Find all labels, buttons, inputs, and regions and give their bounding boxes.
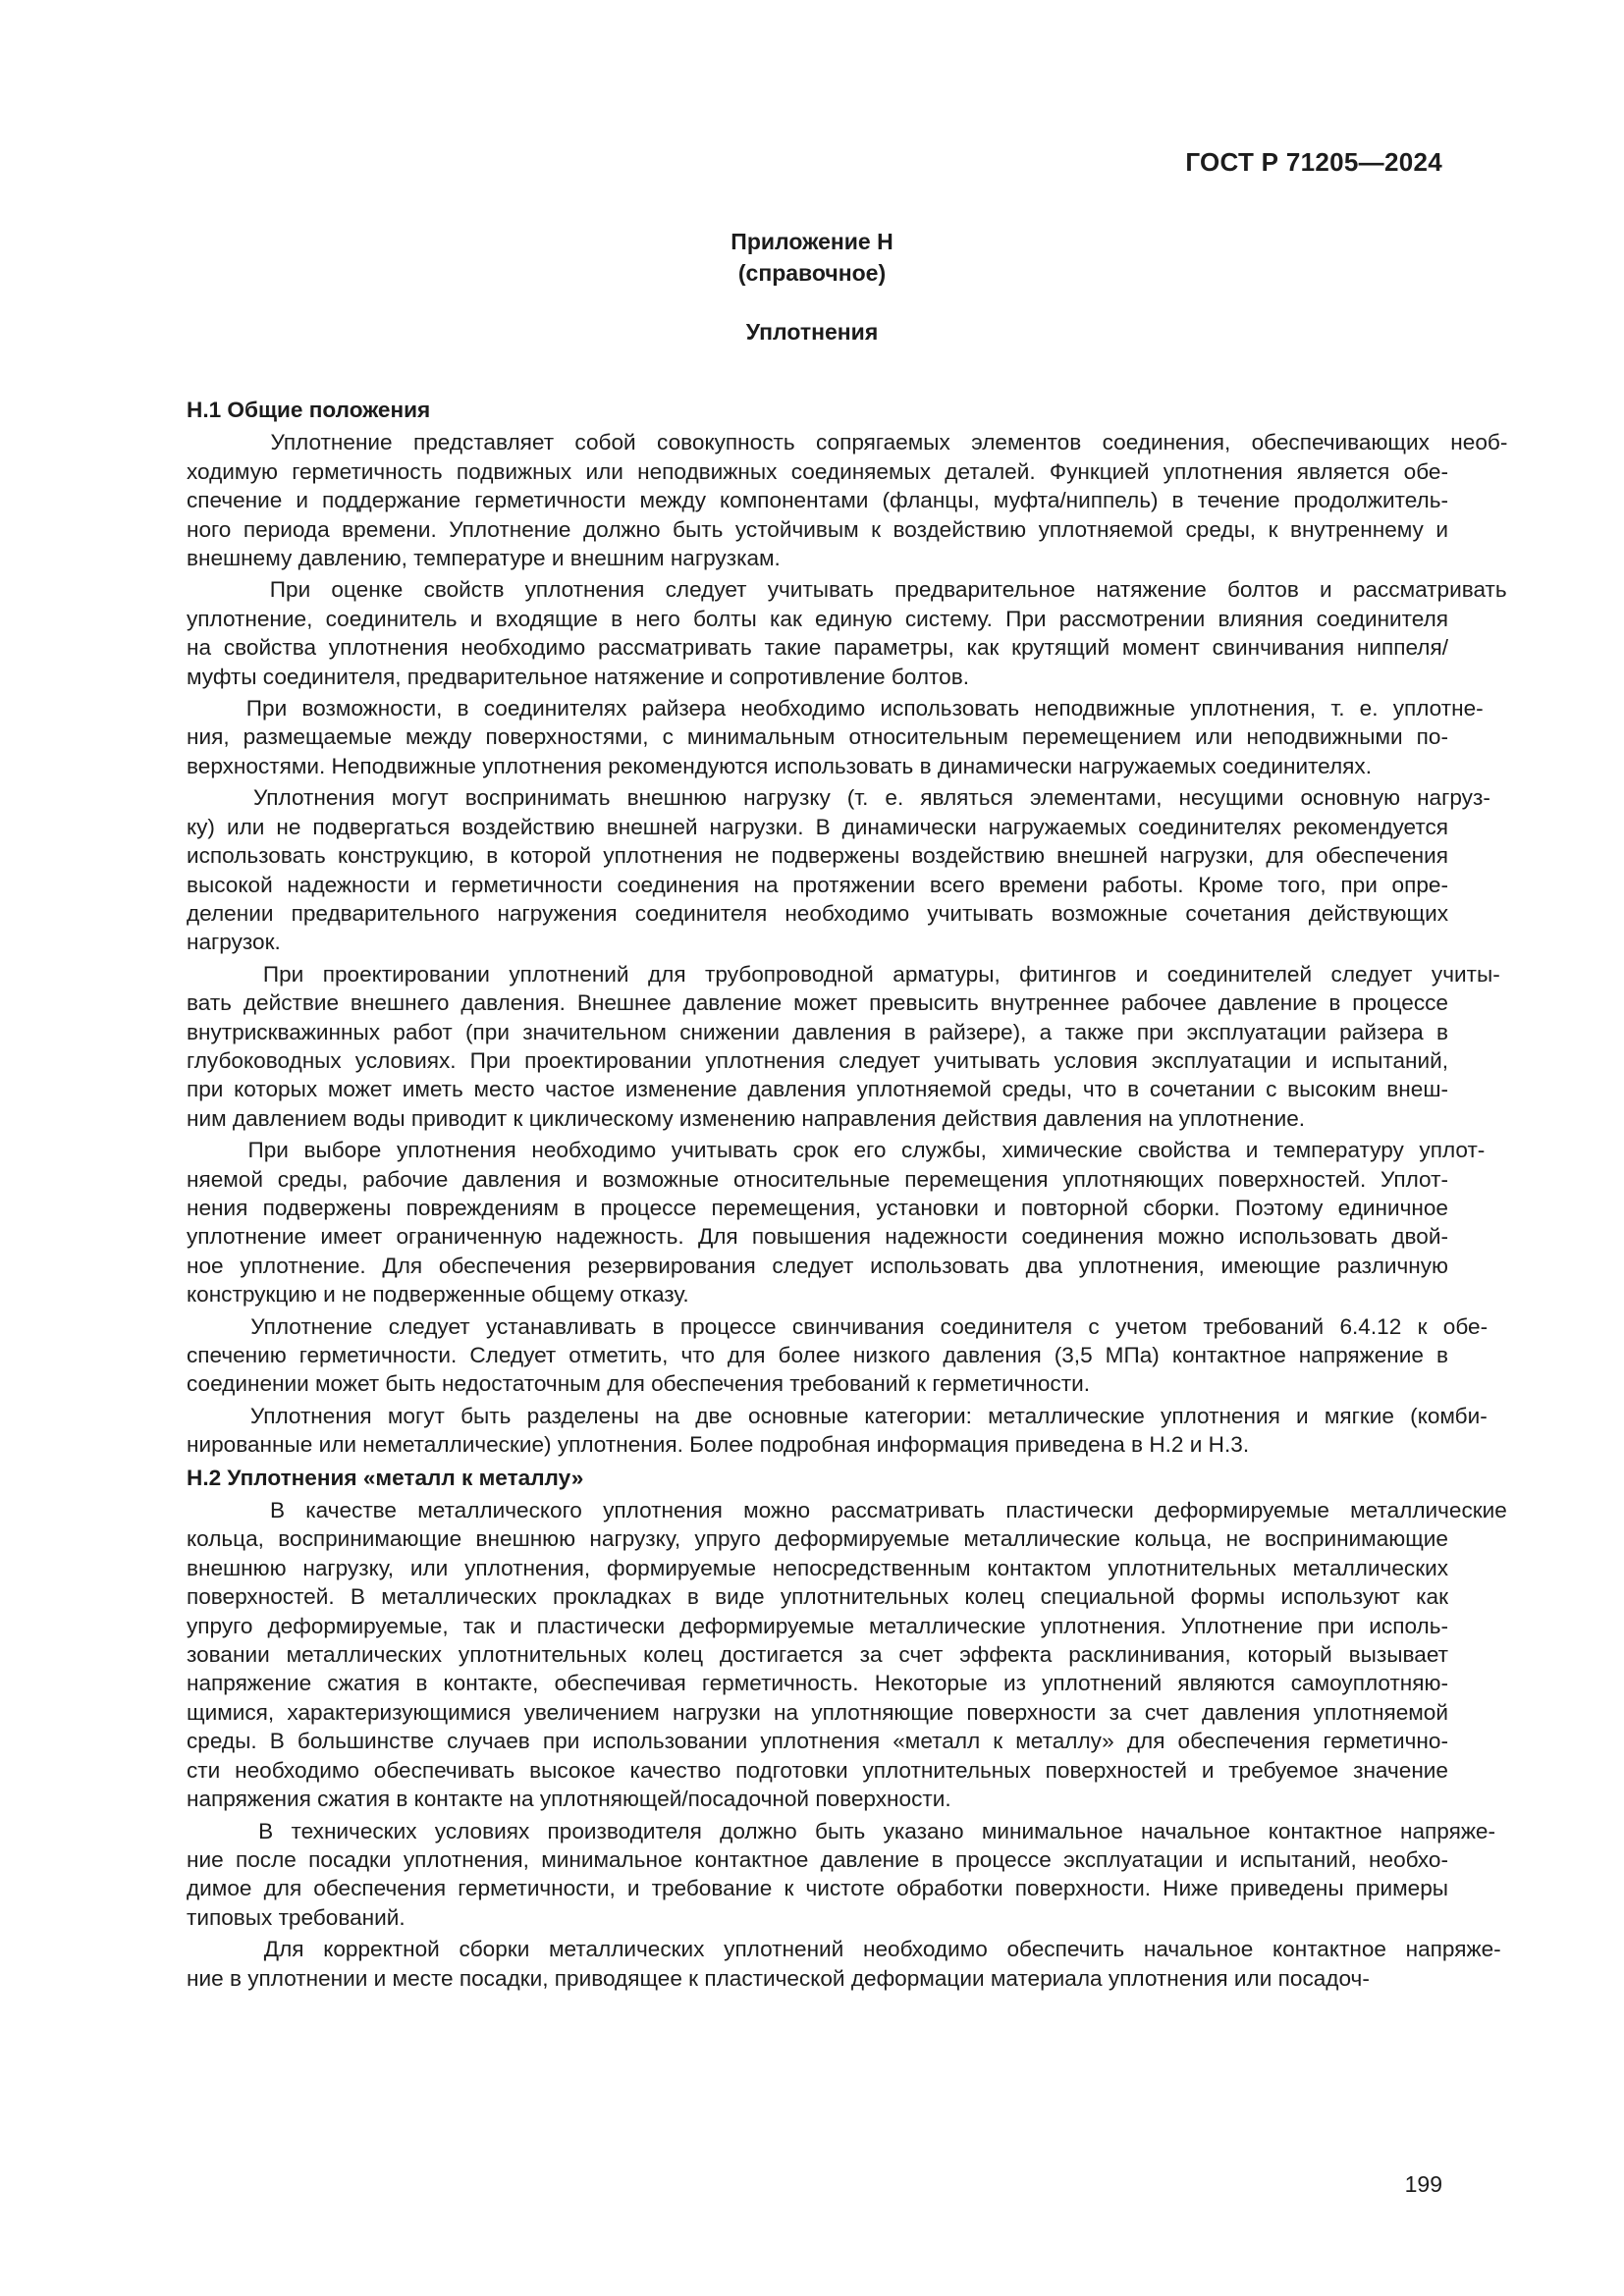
text-line: ного периода времени. Уплотнение должно быть устойчивым к воздействию уплотняемой среды, к внутреннему и — [187, 516, 1448, 542]
annex-label: Приложение Н — [731, 229, 893, 254]
text-line: Уплотнение представляет собой совокупность сопрягаемых элементов соединения, обеспечивающих необ- — [187, 430, 1508, 455]
text-line: Уплотнения могут воспринимать внешнюю нагрузку (т. е. являться элементами, несущими основную нагруз- — [187, 785, 1490, 811]
text-line: Уплотнение следует устанавливать в процессе свинчивания соединителя с учетом требований 6.4.12 к обе- — [187, 1313, 1489, 1339]
text-line: димое для обеспечения герметичности, и требование к чистоте обработки поверхности. Ниже приведены примеры — [187, 1876, 1448, 1901]
paragraph — [187, 575, 1507, 691]
text-line: внутрискважинных работ (при значительном снижении давления в райзере), а также при эксплуатации райзера в — [187, 1019, 1448, 1044]
text-line: При проектировании уплотнений для трубопроводной арматуры, фитингов и соединителей следует учиты- — [187, 961, 1500, 987]
text-line: При возможности, в соединителях райзера необходимо использовать неподвижные уплотнения, т. е. уплотне- — [187, 696, 1484, 721]
text-line: При выборе уплотнения необходимо учитывать срок его службы, химические свойства и температуру уплот- — [187, 1138, 1486, 1163]
page-number: 199 — [1404, 2171, 1442, 2197]
text-line: использовать конструкцию, в которой уплотнения не подвержены воздействию внешней нагрузки, для обеспечения — [187, 843, 1448, 869]
text-line: ходимую герметичность подвижных или неподвижных соединяемых деталей. Функцией уплотнения является обе- — [187, 458, 1448, 484]
text-line: Для корректной сборки металлических уплотнений необходимо обеспечить начальное контактное напряже- — [187, 1937, 1501, 1962]
text-line: В качестве металлического уплотнения можно рассматривать пластически деформируемые металлические — [187, 1498, 1507, 1523]
text-line: глубоководных условиях. При проектировании уплотнения следует учитывать условия эксплуатации и испытаний, — [187, 1047, 1448, 1073]
annex-title: Уплотнения — [745, 319, 879, 345]
text-line: При оценке свойств уплотнения следует учитывать предварительное натяжение болтов и рассматривать — [187, 577, 1507, 603]
text-line: ное уплотнение. Для обеспечения резервирования следует использовать два уплотнения, имеющие различную — [187, 1253, 1448, 1278]
text-line: верхностями. Неподвижные уплотнения рекомендуются использовать в динамически нагружаемых соединителях. — [187, 753, 1372, 778]
text-line: няемой среды, рабочие давления и возможные относительные перемещения уплотняющих поверхностей. Уплот- — [187, 1166, 1448, 1192]
paragraph — [187, 1136, 1486, 1308]
paragraph — [187, 1496, 1507, 1813]
text-line: уплотнение имеет ограниченную надежность. Для повышения надежности соединения можно использовать двой- — [187, 1224, 1448, 1250]
text-line: уплотнение, соединитель и входящие в него болты как единую систему. При рассмотрении влияния соединителя — [187, 606, 1448, 631]
text-line: ние в уплотнении и месте посадки, приводящее к пластической деформации материала уплотнения или посадоч- — [187, 1965, 1370, 1991]
paragraph — [187, 428, 1508, 572]
text-line: муфты соединителя, предварительное натяжение и сопротивление болтов. — [187, 664, 969, 689]
annex-type: (справочное) — [737, 260, 887, 286]
paragraph — [187, 960, 1500, 1133]
text-line: спечение и поддержание герметичности между компонентами (фланцы, муфта/ниппель) в течение продолжитель- — [187, 488, 1448, 513]
text-line: на свойства уплотнения необходимо рассматривать такие параметры, как крутящий момент свинчивания ниппеля/ — [187, 635, 1448, 661]
text-line: нагрузок. — [187, 930, 281, 955]
text-line: ку) или не подвергаться воздействию внешней нагрузки. В динамически нагружаемых соединителях рекомендуется — [187, 814, 1448, 839]
text-line: щимися, характеризующимися увеличением нагрузки на уплотняющие поверхности за счет давления уплотняемой — [187, 1699, 1448, 1725]
paragraph — [187, 1312, 1489, 1399]
text-line: нированные или неметаллические) уплотнения. Более подробная информация приведена в Н.2 и Н.3. — [187, 1432, 1250, 1458]
text-line: зовании металлических уплотнительных колец достигается за счет эффекта расклинивания, который вызывает — [187, 1642, 1448, 1668]
text-line: напряжение сжатия в контакте, обеспечивая герметичность. Некоторые из уплотнений являются самоуплотняю- — [187, 1671, 1448, 1696]
document-body — [187, 396, 1508, 1996]
annex-heading — [0, 226, 1624, 347]
standard-code: ГОСТ Р 71205—2024 — [1185, 147, 1442, 177]
section-heading: Н.2 Уплотнения «металл к металлу» — [187, 1465, 584, 1490]
text-line: среды. В большинстве случаев при использовании уплотнения «металл к металлу» для обеспечения герметично- — [187, 1729, 1448, 1754]
text-line: кольца, воспринимающие внешнюю нагрузку, упруго деформируемые металлические кольца, не воспринимающие — [187, 1526, 1448, 1552]
section-heading: Н.1 Общие положения — [187, 398, 431, 422]
text-line: Уплотнения могут быть разделены на две основные категории: металлические уплотнения и мягкие (комби- — [187, 1403, 1488, 1428]
text-line: при которых может иметь место частое изменение давления уплотняемой среды, что в сочетании с высоким внеш- — [187, 1077, 1448, 1102]
text-line: спечению герметичности. Следует отметить, что для более низкого давления (3,5 МПа) контактное напряжение в — [187, 1343, 1448, 1367]
text-line: конструкцию и не подверженные общему отказу. — [187, 1282, 689, 1308]
paragraph — [187, 694, 1484, 780]
text-line: ния, размещаемые между поверхностями, с минимальным относительным перемещением или неподвижными по- — [187, 724, 1448, 750]
text-line: высокой надежности и герметичности соединения на протяжении всего времени работы. Кроме того, при опре- — [187, 872, 1448, 897]
text-line: В технических условиях производителя должно быть указано минимальное начальное контактное напряже- — [187, 1818, 1496, 1843]
text-line: внешнюю нагрузку, или уплотнения, формируемые непосредственным контактом уплотнительных металлических — [187, 1555, 1448, 1580]
text-line: сти необходимо обеспечивать высокое качество подготовки уплотнительных поверхностей и требуемое значение — [187, 1757, 1448, 1783]
text-line: типовых требований. — [187, 1904, 406, 1930]
text-line: поверхностей. В металлических прокладках в виде уплотнительных колец специальной формы используют как — [187, 1584, 1448, 1610]
text-line: соединении может быть недостаточным для обеспечения требований к герметичности. — [187, 1371, 1090, 1397]
paragraph — [187, 783, 1490, 956]
text-line: вать действие внешнего давления. Внешнее давление может превысить внутреннее рабочее давление в процессе — [187, 990, 1448, 1016]
text-line: упруго деформируемые, так и пластически деформируемые металлические уплотнения. Уплотнение при исполь- — [187, 1613, 1448, 1638]
paragraph — [187, 1402, 1488, 1460]
paragraph — [187, 1935, 1501, 1993]
text-line: нения подвержены повреждениям в процессе перемещения, установки и повторной сборки. Поэтому единичное — [187, 1195, 1448, 1220]
text-line: делении предварительного нагружения соединителя необходимо учитывать возможные сочетания действующих — [187, 900, 1448, 926]
text-line: ним давлением воды приводит к циклическому изменению направления действия давления на уплотнение. — [187, 1105, 1306, 1131]
text-line: внешнему давлению, температуре и внешним нагрузкам. — [187, 546, 781, 571]
text-line: ние после посадки уплотнения, минимальное контактное давление в процессе эксплуатации и испытаний, необхо- — [187, 1846, 1448, 1872]
paragraph — [187, 1817, 1496, 1933]
text-line: напряжения сжатия в контакте на уплотняющей/посадочной поверхности. — [187, 1787, 951, 1812]
